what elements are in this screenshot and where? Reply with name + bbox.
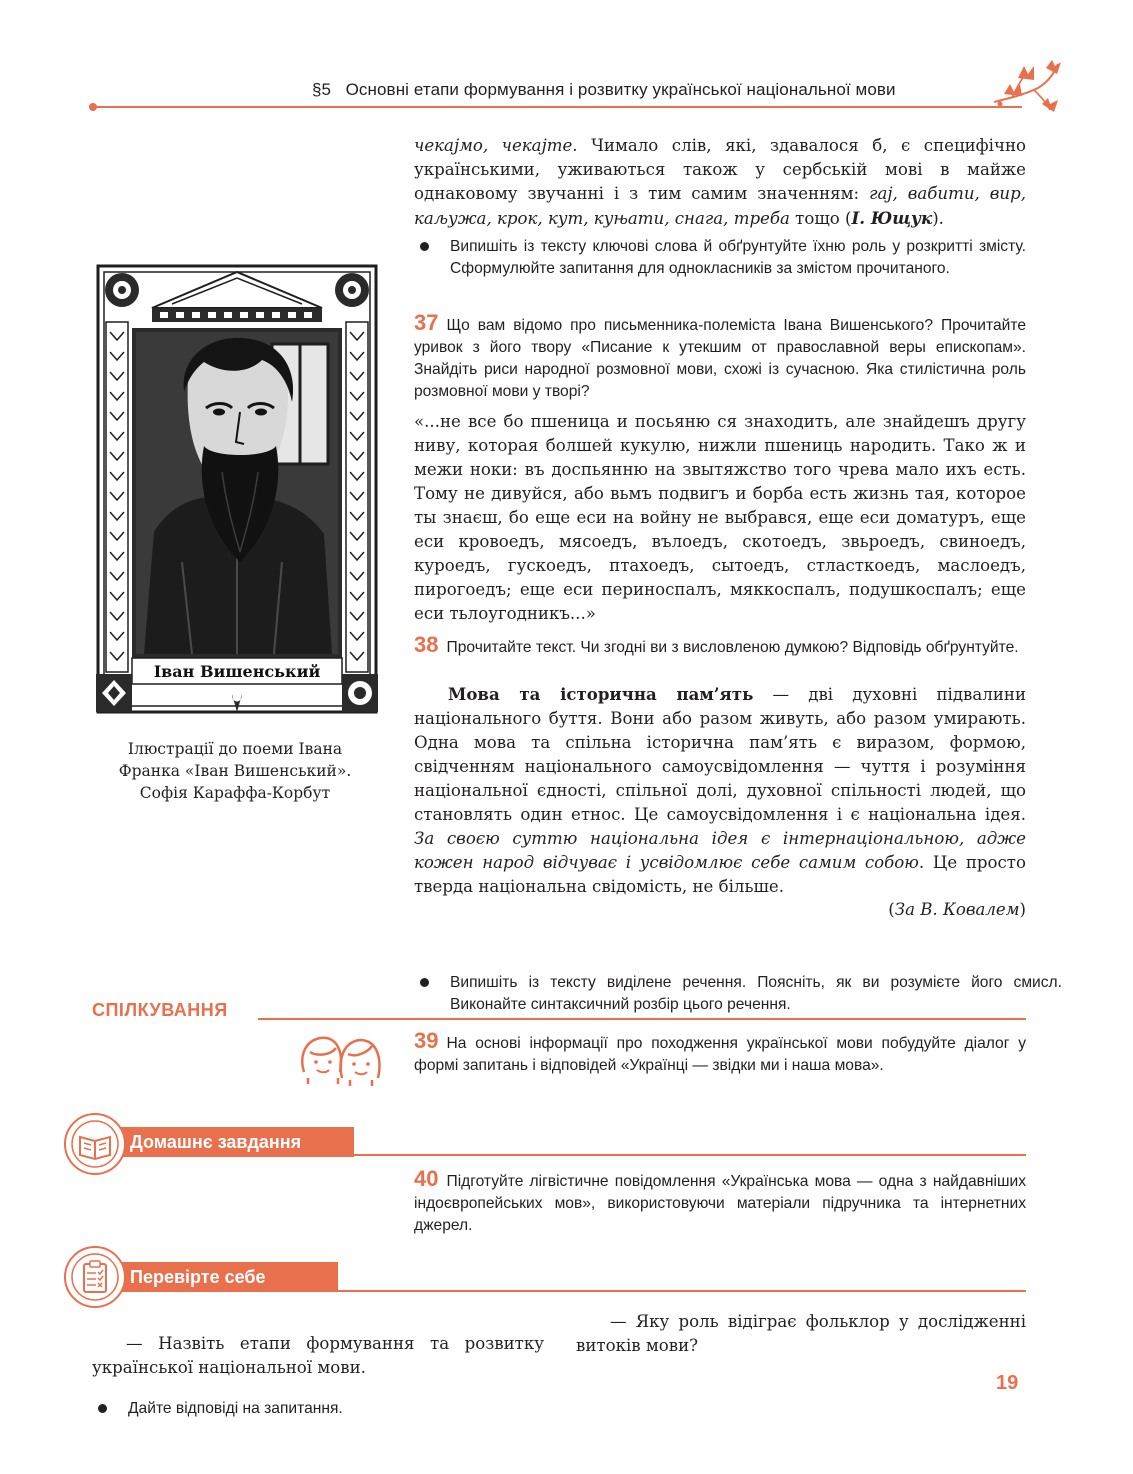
bullet-task-1	[414, 236, 1026, 280]
bullet-dot	[420, 242, 429, 251]
communication-heading: СПІЛКУВАННЯ	[92, 1000, 228, 1020]
bullet-text: Випишіть із тексту ключові слова й обґрунтуйте їхню роль у розкритті змісту. Сформулюйте запитання для однокласників за змістом прочитаного.	[450, 238, 1026, 277]
selfcheck-bullet	[92, 1398, 588, 1420]
task-37	[414, 312, 1026, 403]
highlighted-sentence: За своєю суттю національна ідея є інтернаціональною, адже кожен народ відчуває і усвідомлює себе самим собою	[414, 829, 1026, 872]
homework-icon-badge	[64, 1113, 126, 1175]
illustration-caption	[92, 738, 378, 804]
task-39	[414, 1030, 1026, 1077]
continuation-paragraph	[414, 134, 1026, 231]
question-2: — Яку роль відіграє фольклор у дослідженні витоків мови?	[576, 1312, 1026, 1355]
source-paren: (	[888, 900, 895, 919]
quote-paragraph	[414, 410, 1026, 626]
paragraph-text: . Чимало слів, які, здавалося б, є специфічно українськими, уживаються також у сербській мові в майже однаковому звучанні і з тим самим значенням:	[414, 136, 1026, 203]
task-38	[414, 634, 1026, 659]
paragraph-text: тощо (	[789, 209, 852, 228]
two-people-icon	[298, 1030, 384, 1086]
bullet-text: Дайте відповіді на запитання.	[128, 1400, 343, 1417]
book-icon	[66, 1115, 124, 1173]
bullet-dot	[98, 1404, 107, 1413]
task-text: На основі інформації про походження української мови побудуйте діалог у формі запитань і відповідей «Українці — звідки ми і наша мова».	[414, 1035, 1026, 1074]
task-number: 37	[414, 310, 439, 335]
italic-words: чекајмо, чекајте	[414, 136, 573, 155]
selfcheck-banner: Перевірте себе	[100, 1262, 338, 1292]
page-number: 19	[996, 1372, 1019, 1394]
header-rule	[92, 106, 1022, 108]
bullet-task-2	[414, 972, 1062, 1016]
italic-examples: гај, вабити, вир, каљужа, крок, кут, куњати, снага, треба	[414, 184, 1026, 228]
task-40	[414, 1168, 1026, 1237]
source-paren: )	[1019, 900, 1026, 919]
task-text: Прочитайте текст. Чи згодні ви з висловленою думкою? Відповідь обґрунтуйте.	[446, 639, 1019, 656]
header-title: Основні етапи формування і розвитку української національної мови	[345, 80, 896, 99]
question-1: — Назвіть етапи формування та розвитку української національної мови.	[92, 1334, 544, 1377]
paragraph-text: . Це просто тверда національна свідомість, не більше.	[414, 853, 1026, 896]
caption-line: Ілюстрації до поеми Івана	[127, 740, 343, 758]
signature-text: Іван Вишенський	[153, 662, 321, 681]
flower-ornament-icon	[990, 58, 1066, 118]
task-number: 38	[414, 632, 439, 657]
checklist-icon	[66, 1248, 124, 1306]
bold-lead: Мова та історична пам’ять	[448, 684, 754, 704]
paragraph-text: ).	[932, 209, 944, 228]
source-author: І. Ющук	[851, 208, 933, 228]
task-text: Що вам відомо про письменника-полеміста Івана Вишенського? Прочитайте уривок з його твору «Писание к утекшим от православной веры епископам». Знайдіть риси народної розмовної мови, схожі із сучасною. Яка стилістична роль розмовної мови у творі?	[414, 317, 1026, 400]
bullet-text: Випишіть із тексту виділене речення. Поясніть, як ви розумієте його смисл. Виконайте синтаксичний розбір цього речення.	[450, 974, 1062, 1013]
selfcheck-icon-badge	[64, 1246, 126, 1308]
communication-rule	[258, 1018, 1026, 1020]
portrait-illustration	[92, 262, 382, 717]
source-author: За В. Ковалем	[894, 900, 1020, 919]
task-text: Підготуйте лігвістичне повідомлення «Українська мова — одна з найдавніших індоєвропейських мов», використовуючи матеріали підручника та інтернетних джерел.	[414, 1173, 1026, 1234]
section-mark: §5	[312, 80, 332, 99]
paragraph-text: — дві духовні підвалини національного буття. Вони або разом живуть, або разом умирають. Одна мова та спільна історична пам’ять є виразом, формою, свідченням національного самоусвідомлення — чуття і розуміння національної єдності, спільної долі, духовної спільності людей, що становлять один етнос. Це самоусвідомлення і є національна ідея.	[414, 685, 1027, 824]
essay-source	[414, 898, 1026, 922]
quote-text: «...не все бо пшеница и посьяню ся знаходить, але знайдешъ другу ниву, которая болшей кукулю, нижли пшениць народить. Тако ж и межи ноки: въ доспьянню на звытяжство того чрева мало ихъ есть. Тому не дивуйся, або вьмъ подвигъ и борба есть жизнь тая, которое ты знаєш, бо еще еси на войну не выбрався, еще еси доматуръ, еще еси кровоедъ, мясоедъ, вълоедъ, скотоедъ, звьроедъ, свиноедъ, куроедъ, гускоедъ, птахоедъ, сытоедъ, стласткоедъ, маслоедъ, пирогоедъ; еще еси периноспалъ, мяккоспалъ, подушкоспалъ; еще еси тьлоугодникъ...»	[414, 412, 1026, 623]
caption-line: Франка «Іван Вишенський».	[118, 762, 352, 780]
task-number: 40	[414, 1166, 439, 1191]
header-rule-dot	[89, 103, 97, 111]
homework-banner: Домашнє завдання	[100, 1127, 354, 1157]
essay-paragraph	[414, 682, 1026, 899]
caption-line: Софія Караффа-Корбут	[139, 784, 331, 802]
running-header	[312, 80, 896, 100]
task-number: 39	[414, 1028, 439, 1053]
bullet-dot	[420, 978, 429, 987]
